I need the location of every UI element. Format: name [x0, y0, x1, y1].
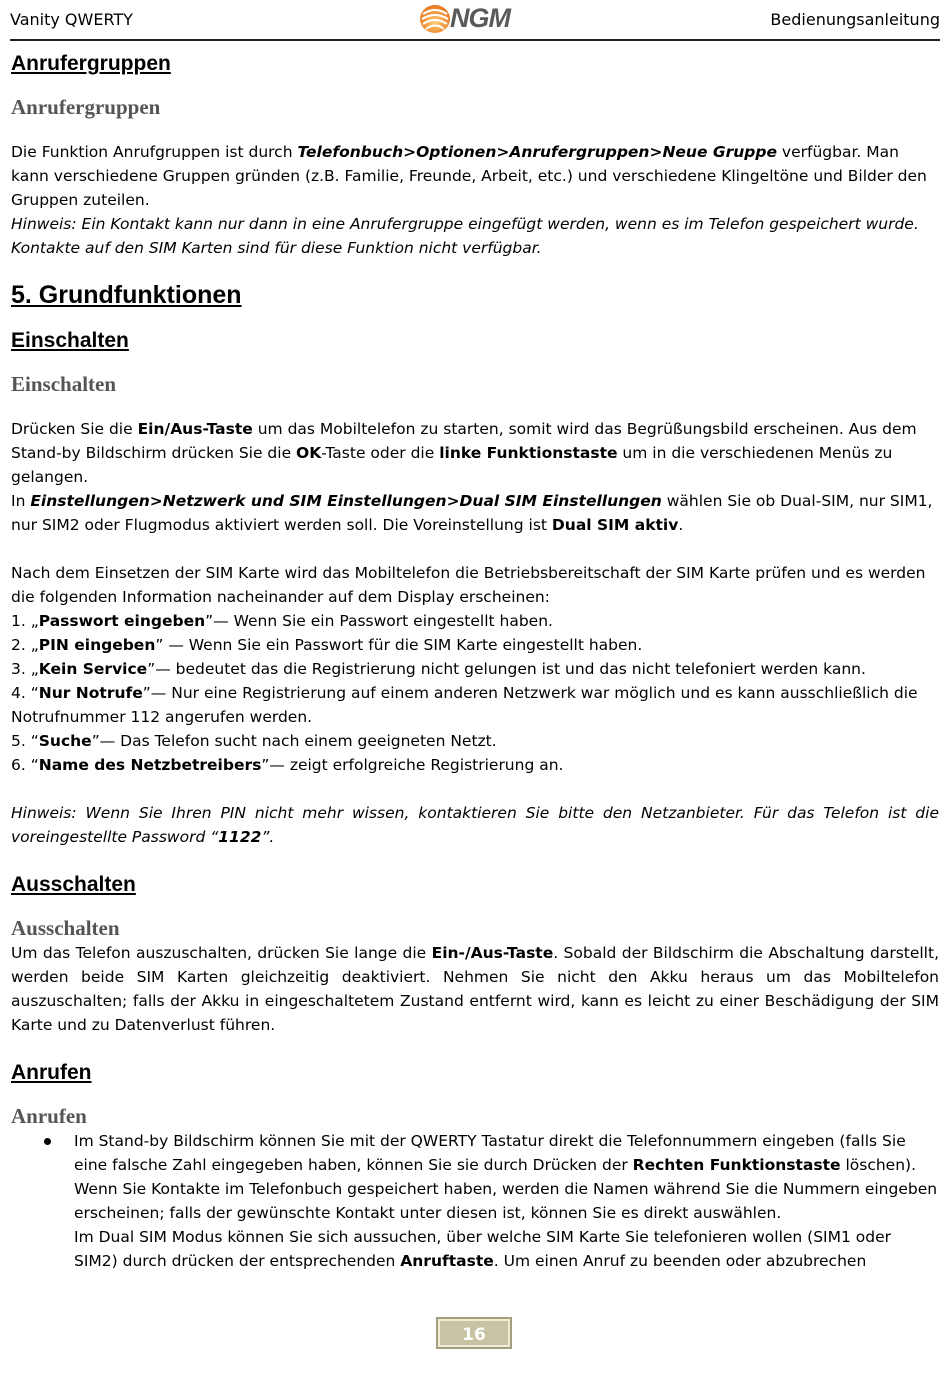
- page-number: 16: [436, 1317, 512, 1349]
- section-heading-einschalten: Einschalten: [11, 329, 129, 352]
- list-item: 5. “Suche”— Das Telefon sucht nach einem geeigneten Netzt.: [11, 732, 497, 750]
- list-item: Im Stand-by Bildschirm können Sie mit der QWERTY Tastatur direkt die Telefonnummern eingeben (falls Sie eine falsche Zahl eingegeben haben, können Sie sie durch Drücken der Rechten Funktionstaste löschen). Wenn Sie Kontakte im Telefonbuch gespeichert haben, werden die Namen während Sie die Nummern eingeben erscheinen; falls der gewünschte Kontakt unter diesen ist, können Sie es direkt auswählen. Im Dual SIM Modus können Sie sich aussuchen, über welche SIM Karte Sie telefonieren wollen (SIM1 oder SIM2) durch drücken der entsprechenden Anruftaste. Um einen Anruf zu beenden oder abzubrechen: [74, 1129, 939, 1273]
- page-content: [11, 52, 939, 1273]
- list-item: 1. „Passwort eingeben”— Wenn Sie ein Passwort eingestellt haben.: [11, 612, 553, 630]
- note-einschalten: Hinweis: Wenn Sie Ihren PIN nicht mehr wissen, kontaktieren Sie bitte den Netzanbieter. Für das Telefon ist die voreingestellte Password “1122”.: [11, 804, 939, 846]
- paragraph-ausschalten: Um das Telefon auszuschalten, drücken Sie lange die Ein-/Aus-Taste. Sobald der Bildschirm die Abschaltung darstellt, werden beide SIM Karten gleichzeitig deaktiviert. Nehmen Sie nicht den Akku heraus um das Mobiltelefon auszuschalten; falls der Akku in eingeschaltetem Zustand entfernt wird, kann es leicht zu einer Beschädigung der SIM Karte und zu Datenverlust führen.: [11, 944, 939, 1034]
- paragraph-einschalten-1: Drücken Sie die Ein/Aus-Taste um das Mobiltelefon zu starten, somit wird das Begrüßungsbild erscheinen. Aus dem Stand-by Bildschirm drücken Sie die OK-Taste oder die linke Funktionstaste um in die verschiedenen Menüs zu gelangen.: [11, 420, 917, 486]
- paragraph-einschalten-3: Nach dem Einsetzen der SIM Karte wird das Mobiltelefon die Betriebsbereitschaft der SIM Karte prüfen und es werden die folgenden Information nacheinander auf dem Display erscheinen:: [11, 564, 926, 606]
- brand-name: NGM: [450, 3, 510, 33]
- note-anrufergruppen: Hinweis: Ein Kontakt kann nur dann in eine Anrufergruppe eingefügt werden, wenn es im Telefon gespeichert wurde. Kontakte auf den SIM Karten sind für diese Funktion nicht verfügbar.: [11, 215, 919, 257]
- header-product-name: Vanity QWERTY: [10, 10, 133, 29]
- status-list: [11, 609, 939, 777]
- list-item: 2. „PIN eingeben” — Wenn Sie ein Passwort für die SIM Karte eingestellt haben.: [11, 636, 643, 654]
- paragraph-anrufergruppen: Die Funktion Anrufgruppen ist durch Telefonbuch>Optionen>Anrufergruppen>Neue Gruppe verfügbar. Man kann verschiedene Gruppen gründen (z.B. Familie, Freunde, Arbeit, etc.) und verschiedene Klingeltöne und Bilder den Gruppen zuteilen.: [11, 143, 927, 209]
- list-item: 4. “Nur Notrufe”— Nur eine Registrierung auf einem anderen Netzwerk war möglich und es kann ausschließlich die Notrufnummer 112 angerufen werden.: [11, 684, 918, 726]
- subheading-anrufen: Anrufen: [11, 1104, 87, 1128]
- subheading-ausschalten: Ausschalten: [11, 916, 120, 940]
- chapter-heading: 5. Grundfunktionen: [11, 281, 242, 309]
- sun-logo-icon: [418, 2, 452, 34]
- paragraph-einschalten-2: In Einstellungen>Netzwerk und SIM Einstellungen>Dual SIM Einstellungen wählen Sie ob Dual-SIM, nur SIM1, nur SIM2 oder Flugmodus aktiviert werden soll. Die Voreinstellung ist Dual SIM aktiv.: [11, 492, 933, 534]
- ngm-logo: [416, 2, 534, 34]
- section-heading-anrufergruppen: Anrufergruppen: [11, 52, 171, 75]
- section-heading-anrufen: Anrufen: [11, 1061, 92, 1084]
- page-header: [10, 0, 940, 41]
- subheading-einschalten: Einschalten: [11, 372, 117, 396]
- section-heading-ausschalten: Ausschalten: [11, 873, 136, 896]
- header-document-type: Bedienungsanleitung: [770, 10, 940, 29]
- subheading-anrufergruppen: Anrufergruppen: [11, 95, 161, 119]
- bullet-list-anrufen: [11, 1129, 939, 1273]
- list-item: 6. “Name des Netzbetreibers”— zeigt erfolgreiche Registrierung an.: [11, 756, 564, 774]
- list-item: 3. „Kein Service”— bedeutet das die Registrierung nicht gelungen ist und das nicht telefoniert werden kann.: [11, 660, 866, 678]
